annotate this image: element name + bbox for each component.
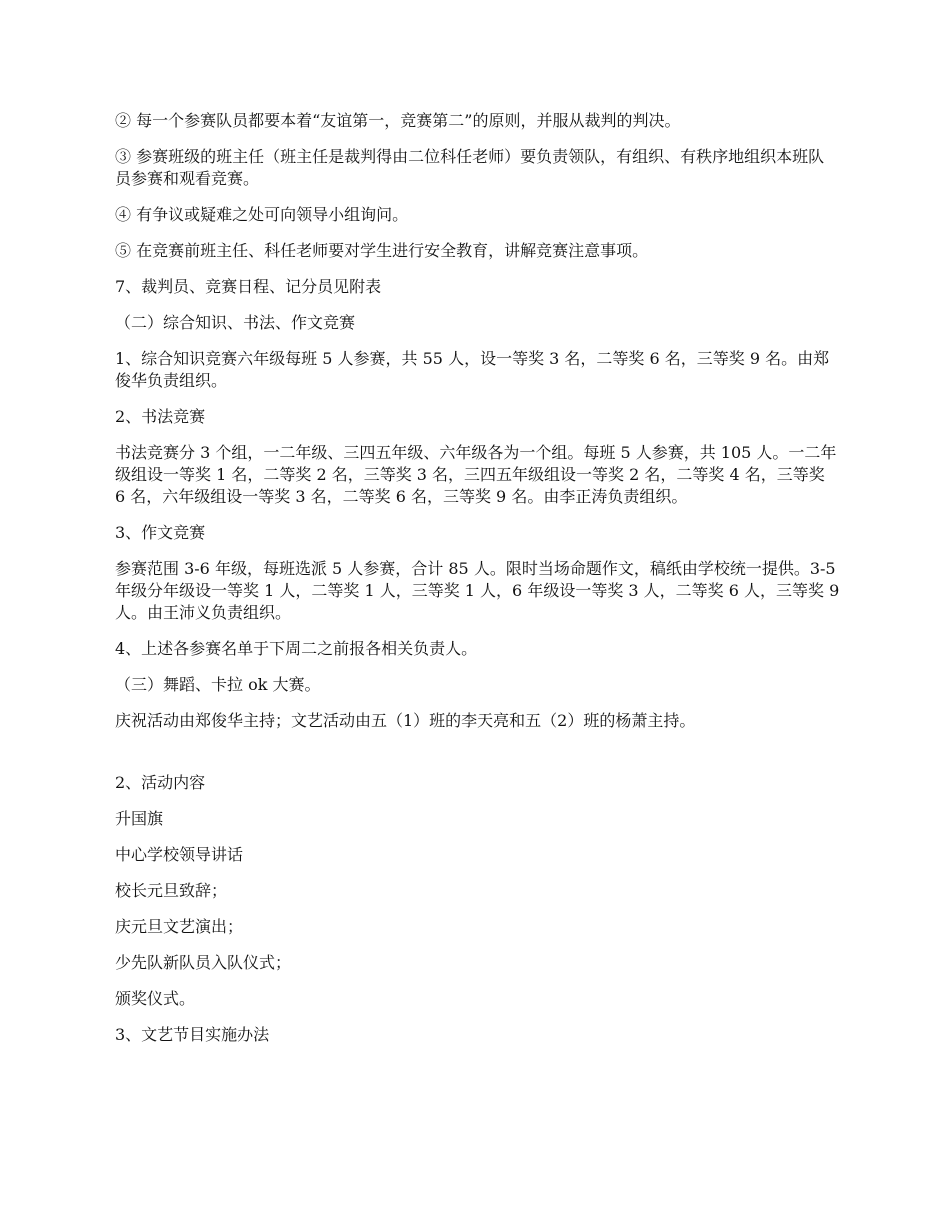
calligraphy-text: 书法竞赛分 3 个组，一二年级、三四五年级、六年级各为一个组。每班 5 人参赛，共 105 人。一二年级组设一等奖 1 名，二等奖 2 名，三等奖 3 名，三四五年级组设一等奖 2 名，二等奖 4 名，三等奖 6 名，六年级组设一等奖 3 名，二等奖 6 名，三等奖 9 名。由李正涛负责组织。 [115,443,837,506]
section-referees: 7、裁判员、竞赛日程、记分员见附表 [115,277,382,296]
activity-item: 校长元旦致辞； [115,881,228,900]
registration-note: 4、上述各参赛名单于下周二之前报各相关负责人。 [115,639,478,658]
rule-item-5: ⑤ 在竞赛前班主任、科任老师要对学生进行安全教育，讲解竞赛注意事项。 [115,241,649,260]
activity-heading: 2、活动内容 [115,773,206,792]
rule-item-3: ③ 参赛班级的班主任（班主任是裁判得由二位科任老师）要负责领队，有组织、有秩序地组织本班队员参赛和观看竞赛。 [115,147,825,188]
activity-item: 升国旗 [115,809,164,828]
essay-heading: 3、作文竞赛 [115,523,206,542]
calligraphy-heading: 2、书法竞赛 [115,407,206,426]
document-body [115,110,840,1060]
rule-item-2: ② 每一个参赛队员都要本着“友谊第一，竞赛第二”的原则，并服从裁判的判决。 [115,111,681,130]
activity-item: 庆元旦文艺演出； [115,917,244,936]
program-heading: 3、文艺节目实施办法 [115,1025,270,1044]
activity-item: 中心学校领导讲话 [115,845,244,864]
essay-text: 参赛范围 3-6 年级，每班选派 5 人参赛，合计 85 人。限时当场命题作文，稿纸由学校统一提供。3-5 年级分年级设一等奖 1 人，二等奖 1 人，三等奖 1 人，6 年级设一等奖 3 人，二等奖 6 人，三等奖 9 人。由王沛义负责组织。 [115,559,840,622]
activity-item: 少先队新队员入队仪式； [115,953,292,972]
section-heading-3: （三）舞蹈、卡拉 ok 大赛。 [115,675,321,694]
rule-item-4: ④ 有争议或疑难之处可向领导小组询问。 [115,205,409,224]
hosts-text: 庆祝活动由郑俊华主持；文艺活动由五（1）班的李天亮和五（2）班的杨萧主持。 [115,711,696,730]
knowledge-contest: 1、综合知识竞赛六年级每班 5 人参赛，共 55 人，设一等奖 3 名，二等奖 6 名，三等奖 9 名。由郑俊华负责组织。 [115,349,830,390]
blank-gap [115,746,840,772]
section-heading-2: （二）综合知识、书法、作文竞赛 [115,313,356,332]
activity-item: 颁奖仪式。 [115,989,196,1008]
